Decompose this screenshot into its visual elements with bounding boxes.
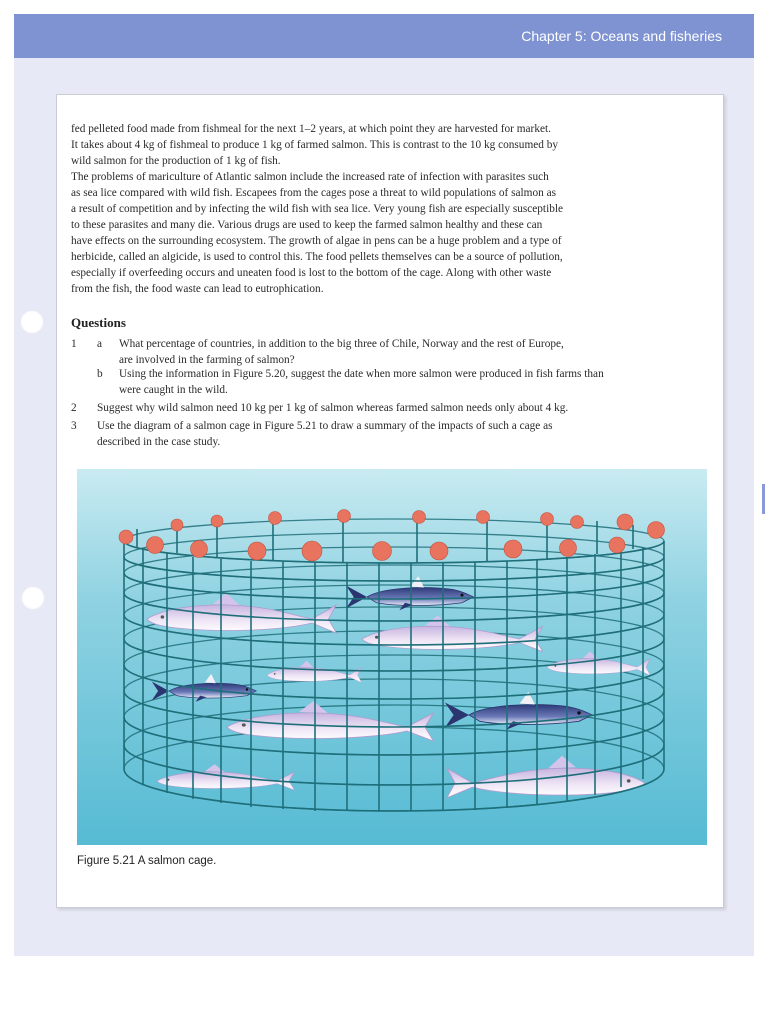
case-study-box xyxy=(56,94,724,908)
salmon-cage-illustration xyxy=(77,469,707,845)
question-text xyxy=(97,419,667,450)
text-line: fed pelleted food made from fishmeal for the next 1–2 years, at which point they are harvested for market. xyxy=(71,123,551,135)
question-number: 1 xyxy=(71,338,77,350)
question-text xyxy=(119,337,689,368)
paragraph-fishmeal xyxy=(71,121,651,169)
text-line: a result of competition and by infecting the wild fish with sea lice. Very young fish are especially susceptible xyxy=(71,203,564,215)
text-line: from the fish, the food waste can lead to eutrophication. xyxy=(71,283,324,295)
text-line: It takes about 4 kg of fishmeal to produce 1 kg of farmed salmon. This is contrast to the 10 kg consumed by xyxy=(71,139,559,151)
text-line: were caught in the wild. xyxy=(119,383,228,396)
page-edge-tab xyxy=(762,484,765,514)
binder-hole xyxy=(21,586,45,610)
binder-hole xyxy=(20,310,44,334)
question-letter: b xyxy=(97,368,103,380)
text-line: The problems of mariculture of Atlantic salmon include the increased rate of infection with parasites such xyxy=(71,171,549,183)
figure-caption: Figure 5.21 A salmon cage. xyxy=(77,855,217,867)
paragraph-problems xyxy=(71,169,651,297)
text-line: are involved in the farming of salmon? xyxy=(119,353,295,366)
text-line: Use the diagram of a salmon cage in Figure 5.21 to draw a summary of the impacts of such a cage as xyxy=(97,420,553,432)
question-letter: a xyxy=(97,338,103,350)
text-line: herbicide, called an algicide, is used to control this. The food pellets themselves can be a source of pollution, xyxy=(71,251,563,263)
text-line: Using the information in Figure 5.20, suggest the date when more salmon were produced in fish farms than xyxy=(119,368,604,380)
chapter-title: Chapter 5: Oceans and fisheries xyxy=(521,28,722,44)
question-text: Suggest why wild salmon need 10 kg per 1 kg of salmon whereas farmed salmon needs only about 4 kg. xyxy=(97,402,569,414)
question-text xyxy=(119,367,689,398)
text-line: wild salmon for the production of 1 kg of fish. xyxy=(71,155,281,167)
text-line: have effects on the surrounding ecosystem. The growth of algae in pens can be a huge problem and a type of xyxy=(71,235,562,247)
text-line: as sea lice compared with wild fish. Escapees from the cages pose a threat to wild populations of salmon as xyxy=(71,187,556,199)
text-line: to these parasites and many die. Various drugs are used to keep the farmed salmon healthy and these can xyxy=(71,219,543,231)
text-line: described in the case study. xyxy=(97,435,221,448)
chapter-header-band xyxy=(14,14,754,58)
text-line: What percentage of countries, in addition to the big three of Chile, Norway and the rest of Europe, xyxy=(119,338,564,350)
question-number: 2 xyxy=(71,402,77,414)
text-line: especially if overfeeding occurs and uneaten food is lost to the bottom of the cage. Along with other waste xyxy=(71,267,552,279)
questions-heading: Questions xyxy=(71,315,126,330)
question-number: 3 xyxy=(71,420,77,432)
